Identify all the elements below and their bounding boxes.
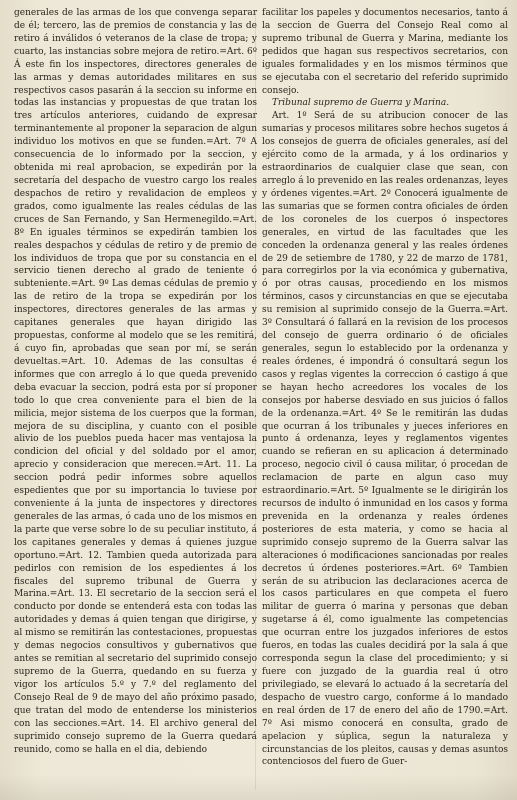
right-column-intro: facilitar los papeles y documentos necesarios, tanto á la seccion de Guerra del Consejo Real como al supremo tribunal de Guerra y Marina, mediante los pedidos que hagan sus respectivos secretarios, con iguales formalidades y en los mismos términos que se ejecutaba con el secretario del referido suprimido consejo.	[262, 8, 508, 96]
column-divider	[255, 10, 256, 790]
page-edge-shadow	[0, 774, 517, 800]
left-column-text: generales de las armas de los que convenga separar de él; tercero, las de premios de constancia y las de retiro á inválidos ó veteranos de la clase de tropa; y cuarto, las instancias sobre mejora de retiro.=Art. 6º Á este fin los inspectores, directores generales de las armas y demas autoridades militares en sus respectivos casos pasarán á la seccion su informe en todas las instancias y propuestas de que tratan los tres artículos anteriores, cuidando de expresar terminantemente al proponer la separacion de algun individuo los motivos en que se funden.=Art. 7º A consecuencia de lo informado por la seccion, y obtenida mi real aprobacion, se expedirán por la secretaría del despacho de vuestro cargo los reales despachos de retiro y revalidacion de empleos y grados, como igualmente las reales cédulas de las cruces de San Fernando, y San Hermenegildo.=Art. 8º En iguales términos se expedirán tambien los reales despachos y cédulas de retiro y de premio de los individuos de tropa que por su constancia en el servicio tienen derecho al grado de teniente ó subteniente.=Art. 9º Las demas cédulas de premio y las de retiro de la tropa se expedirán por los inspectores, directores generales de las armas y capitanes generales que hayan dirigido las propuestas, conforme al modelo que se les remitirá, á cuyo fin, aprobadas que sean por mí, se serán devueltas.=Art. 10. Ademas de las consultas é informes que con arreglo á lo que queda prevenido deba evacuar la seccion, podrá esta por sí proponer todo lo que crea conveniente para el bien de la milicia, mejor sistema de los cuerpos que la forman, mejora de su disciplina, y cuanto con el posible alivio de los pueblos pueda hacer mas ventajosa la condicion del oficial y del soldado por el amor, aprecio y consideracion que merecen.=Art. 11. La seccion podrá pedir informes sobre aquellos espedientes que por su importancia lo tuviese por conveniente á la junta de inspectores y directores generales de las armas, ó cada uno de los mismos en la parte que verse sobre lo de su peculiar instituto, á los capitanes generales y demas á quienes juzgue oportuno.=Art. 12. Tambien queda autorizada para pedirlos con remision de los espedientes á los fiscales del supremo tribunal de Guerra y Marina.=Art. 13. El secretario de la seccion será el conducto por donde se entenderá esta con todas las autoridades y demas á quien tengan que dirigirse, y al mismo se remitirán las contestaciones, propuestas y demas negocios consultivos y gubernativos que antes se remitian al secretario del suprimido consejo supremo de la Guerra, quedando en su fuerza y vigor los artículos 5.º y 7.º del reglamento del Consejo Real de 9 de mayo del año próximo pasado, que tratan del modo de entenderse los ministerios con las secciones.=Art. 14. El archivo general del suprimido consejo supremo de la Guerra quedará reunido, como se halla en el dia, debiendo	[14, 8, 257, 755]
section-heading: Tribunal supremo de Guerra y Marina.	[272, 98, 450, 109]
right-column-body: Art. 1º Será de su atribucion conocer de las sumarias y procesos militares sobre hechos sugetos á los consejos de guerra de oficiales generales, así del ejército como de la armada, y á los ordinarios y estraordinarios de cualquier clase que sean, con arreglo á lo prevenido en las reales ordenanzas, leyes y órdenes vigentes.=Art. 2º Conocerá igualmente de las sumarias que se formen contra oficiales de órden de los coroneles de los cuerpos ó inspectores generales, en virtud de las facultades que les conceden la ordenanza general y las reales órdenes de 29 de setiembre de 1780, y 22 de marzo de 1781, para corregirlos por la via económica y gubernativa, ó por otras causas, procediendo en los mismos términos, casos y circunstancias en que se ejecutaba su remision al suprimido consejo de la Guerra.=Art. 3º Consultará ó fallará en la revision de los procesos del consejo de guerra ordinario ó de oficiales generales, segun lo establecido por la ordenanza y reales órdenes, é impondrá ó consultará segun los casos y reglas vigentes la correccion ó castigo á que se hayan hecho acreedores los vocales de los consejos por haberse desviado en sus juicios ó fallos de la ordenanza.=Art. 4º Se le remitirán las dudas que ocurran á los tribunales y jueces inferiores en punto á ordenanza, leyes y reglamentos vigentes cuando se refieran en su aplicacion á determinado proceso, negocio civil ó causa militar, ó procedan de reclamacion de parte en algun caso muy estraordinario.=Art. 5º Igualmente se le dirigirán los recursos de indulto ó inmunidad en los casos y forma prevenida en la ordenanza y reales órdenes posteriores de esta materia, y como se hacia al suprimido consejo supremo de la Guerra salvar las alteraciones ó modificaciones sancionadas por reales decretos ú órdenes posteriores.=Art. 6º Tambien serán de su atribucion las declaraciones acerca de los casos particulares en que competa el fuero militar de guerra ó marina y personas que deban sugetarse á él, como igualmente las competencias que ocurran entre los juzgados inferiores de estos fueros, en todas las cuales decidirá por la sala á que corresponda segun la clase del procedimiento; y si fuere con juzgado de la guardia real ú otro privilegiado, se elevará lo actuado á la secretaría del despacho de vuestro cargo, conforme á lo mandado en real órden de 17 de enero del año de 1790.=Art. 7º Asi mismo conocerá en consulta, grado de apelacion y súplica, segun la naturaleza y circunstancias de los pleitos, causas y demas asuntos contenciosos del fuero de Guer-	[262, 111, 508, 768]
right-column	[262, 7, 508, 769]
left-column	[14, 7, 257, 756]
